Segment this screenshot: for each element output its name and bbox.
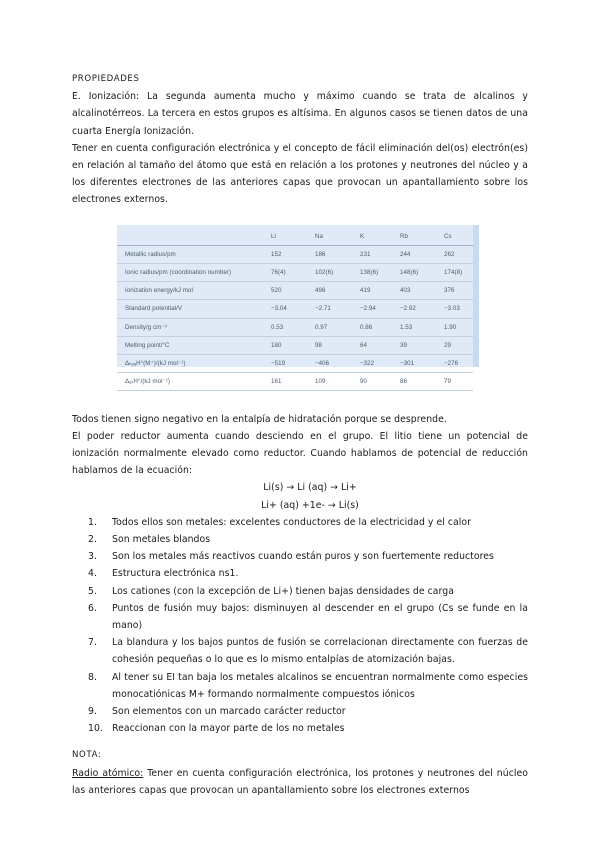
table-cell: Metallic radius/pm (117, 245, 271, 263)
table-cell: 376 (444, 282, 473, 300)
list-item (72, 600, 528, 634)
table-cell: 419 (360, 282, 400, 300)
table-row (117, 355, 473, 373)
table-cell: 0.86 (360, 318, 400, 336)
list-text: Al tener su EI tan baja los metales alcalinos se encuentran normalmente como especies monocatiónicas M+ formando normalmente compuestos iónicos (112, 671, 528, 700)
table-header-cell: Cs (444, 225, 473, 246)
table-cell: 76(4) (271, 264, 315, 282)
table-cell: −276 (444, 355, 473, 373)
list-number: 2. (88, 534, 97, 546)
table-cell: Ionic radius/pm (coordination number) (117, 264, 271, 282)
paragraph-configuration: Tener en cuenta configuración electrónica y el concepto de fácil eliminación del(os) electrón(es) en relación al tamaño del átomo que está en relación a los protones y neutrones del núcleo y a los diferentes electrones de las anteriores capas que provocan un apantallamiento sobre los electrones externos. (72, 142, 528, 206)
paragraph-reducing-power: El poder reductor aumenta cuando desciendo en el grupo. El litio tiene un potencial de ionización normalmente elevado como reductor. Cuando hablamos de potencial de reducción hablamos de la ecuación: (72, 430, 528, 477)
table-cell: 29 (444, 336, 473, 354)
list-number: 4. (88, 568, 97, 580)
list-item (72, 565, 528, 582)
table-cell: −3.04 (271, 300, 315, 318)
list-item (72, 634, 528, 668)
list-item (72, 548, 528, 565)
table-header-cell: Rb (400, 225, 444, 246)
table-row (117, 300, 473, 318)
note-term: Radio atómico: (72, 767, 144, 779)
table-cell: 109 (315, 373, 360, 391)
table-cell: 174(8) (444, 264, 473, 282)
table-row (117, 318, 473, 336)
list-text: Todos ellos son metales: excelentes conductores de la electricidad y el calor (112, 516, 472, 528)
list-number: 3. (88, 551, 97, 563)
table-cell: Melting point/°C (117, 336, 271, 354)
table-cell: ΔₐₜH°/(kJ mol⁻¹) (117, 373, 271, 391)
table-cell: 262 (444, 245, 473, 263)
table-cell: Density/g cm⁻³ (117, 318, 271, 336)
table-cell: 0.97 (315, 318, 360, 336)
table-cell: 403 (400, 282, 444, 300)
list-item (72, 514, 528, 531)
list-text: Estructura electrónica ns1. (112, 568, 239, 580)
table-cell: 102(6) (315, 264, 360, 282)
list-number: 6. (88, 602, 97, 614)
table-row (117, 245, 473, 263)
section-heading: PROPIEDADES (72, 74, 140, 84)
table-cell: −2.92 (400, 300, 444, 318)
properties-list (72, 514, 528, 738)
table-cell: 0.53 (271, 318, 315, 336)
list-text: Son metales blandos (112, 534, 211, 546)
table-cell: 496 (315, 282, 360, 300)
table-cell: −406 (315, 355, 360, 373)
list-item (72, 703, 528, 720)
list-number: 7. (88, 637, 97, 649)
table-header-cell: Li (271, 225, 315, 246)
table-cell: −322 (360, 355, 400, 373)
table-cell: 98 (315, 336, 360, 354)
table-cell: −519 (271, 355, 315, 373)
paragraph-hydration: Todos tienen signo negativo en la entalpía de hidratación porque se desprende. (72, 413, 447, 425)
table-row (117, 264, 473, 282)
table-row (117, 373, 473, 391)
table-cell: 64 (360, 336, 400, 354)
table-header-cell: Na (315, 225, 360, 246)
list-text: Puntos de fusión muy bajos: disminuyen al descender en el grupo (Cs se funde en la mano) (112, 602, 528, 632)
table-cell: 138(6) (360, 264, 400, 282)
list-item (72, 531, 528, 548)
table-shadow (473, 225, 479, 367)
table-cell: 90 (360, 373, 400, 391)
table-cell: 79 (444, 373, 473, 391)
list-item (72, 669, 528, 703)
table-row (117, 282, 473, 300)
list-number: 8. (88, 671, 97, 683)
list-number: 1. (88, 516, 97, 528)
table-cell: 161 (271, 373, 315, 391)
equation-reduction: Li+ (aq) +1e- → Li(s) (261, 499, 359, 511)
table-cell: 39 (400, 336, 444, 354)
table-cell: 231 (360, 245, 400, 263)
table-cell: −301 (400, 355, 444, 373)
note-text: Tener en cuenta configuración electrónica, los protones y neutrones del núcleo las anteriores capas que provocan un apantallamiento sobre los electrones externos (72, 767, 528, 796)
properties-table-figure (117, 225, 479, 386)
table-header-cell: K (360, 225, 400, 246)
document-body (72, 71, 528, 799)
list-text: La blandura y los bajos puntos de fusión se correlacionan directamente con fuerzas de cohesión pequeñas o lo que es lo mismo entalpías de atomización bajas. (112, 637, 528, 666)
table-cell: 1.90 (444, 318, 473, 336)
list-text: Los cationes (con la excepción de Li+) tienen bajas densidades de carga (112, 585, 454, 597)
list-text: Son los metales más reactivos cuando están puros y son fuertemente reductores (112, 551, 494, 563)
list-number: 9. (88, 706, 97, 718)
table-cell: Standard potential/V (117, 300, 271, 318)
properties-table (117, 225, 473, 392)
list-text: Reaccionan con la mayor parte de los no metales (112, 723, 345, 735)
post-table-section (72, 411, 528, 799)
table-cell: Ionization energy/kJ mol (117, 282, 271, 300)
table-cell: 148(6) (400, 264, 444, 282)
equation-oxidation: Li(s) → Li (aq) → Li+ (263, 482, 357, 494)
table-cell: −3.03 (444, 300, 473, 318)
list-text: Son elementos con un marcado carácter reductor (112, 706, 346, 718)
table-cell: ΔₕᵧₐH°(M⁺)/(kJ mol⁻¹) (117, 355, 271, 373)
list-item (72, 583, 528, 600)
table-cell: 520 (271, 282, 315, 300)
note-heading: NOTA: (72, 750, 102, 761)
list-item (72, 720, 528, 737)
table-cell: 1.53 (400, 318, 444, 336)
table-cell: −2.94 (360, 300, 400, 318)
paragraph-ionization: E. Ionización: La segunda aumenta mucho y máximo cuando se trata de alcalinos y alcalinotérreos. La tercera en estos grupos es altísima. En algunos casos se tienen datos de una cuarta Energía Ionización. (72, 91, 528, 137)
table-cell: 186 (315, 245, 360, 263)
table-header-row (117, 225, 473, 246)
table-header-cell (117, 225, 271, 246)
list-number: 10. (88, 723, 103, 735)
table-cell: 86 (400, 373, 444, 391)
table-cell: −2.71 (315, 300, 360, 318)
list-number: 5. (88, 585, 97, 597)
table-cell: 180 (271, 336, 315, 354)
table-cell: 152 (271, 245, 315, 263)
table-cell: 244 (400, 245, 444, 263)
table-row (117, 336, 473, 354)
note-paragraph (72, 765, 528, 799)
